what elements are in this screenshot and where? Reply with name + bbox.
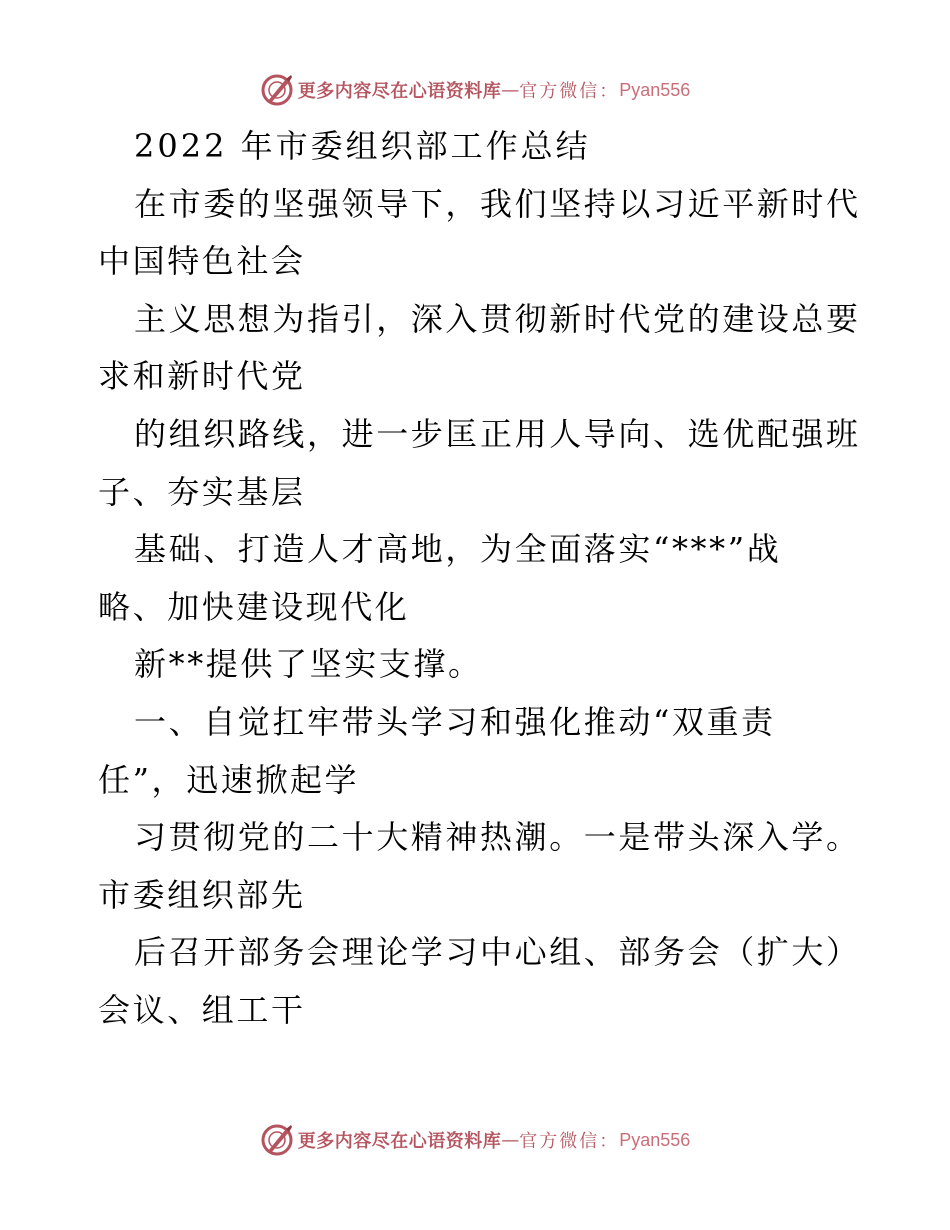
paragraph-line: 基础、打造人才高地，为全面落实“***”战 [134, 530, 782, 569]
watermark-label: 官方微信： [519, 81, 620, 102]
header-watermark [0, 70, 950, 110]
paragraph-line: 会议、组工干 [98, 990, 306, 1029]
paragraph-line: 主义思想为指引，深入贯彻新时代党的建设总要 [134, 299, 861, 338]
paragraph-line: 后召开部务会理论学习中心组、部务会（扩大） [134, 933, 861, 972]
paragraph-line: 市委组织部先 [98, 875, 306, 914]
watermark-dash: — [501, 79, 520, 101]
watermark-label: 官方微信： [519, 1131, 620, 1152]
footer-watermark [0, 1120, 950, 1160]
paragraph-line: 习贯彻党的二十大精神热潮。一是带头深入学。 [134, 818, 861, 857]
paragraph-line: 新**提供了坚实支撑。 [134, 645, 483, 684]
quill-pen-logo-icon [260, 73, 294, 107]
paragraph-line: 略、加快建设现代化 [98, 587, 410, 626]
paragraph-line: 在市委的坚强领导下，我们坚持以习近平新时代 [134, 184, 861, 223]
paragraph-line: 求和新时代党 [98, 357, 306, 396]
section-heading-line: 一、自觉扛牢带头学习和强化推动“双重责 [134, 702, 776, 741]
section-heading-line: 任”，迅速掀起学 [98, 760, 360, 799]
document-title: 2022 年市委组织部工作总结 [134, 127, 591, 165]
watermark-account: Pyan556 [619, 1129, 691, 1150]
watermark-account: Pyan556 [619, 79, 691, 100]
watermark-site-text: 更多内容尽在心语资料库 [297, 81, 502, 102]
paragraph-line: 中国特色社会 [98, 242, 306, 281]
paragraph-line: 的组织路线，进一步匡正用人导向、选优配强班 [134, 414, 861, 453]
document-body [98, 118, 861, 1040]
watermark-dash: — [501, 1129, 520, 1151]
quill-pen-logo-icon [260, 1123, 294, 1157]
watermark-site-text: 更多内容尽在心语资料库 [297, 1131, 502, 1152]
paragraph-line: 子、夯实基层 [98, 472, 306, 511]
